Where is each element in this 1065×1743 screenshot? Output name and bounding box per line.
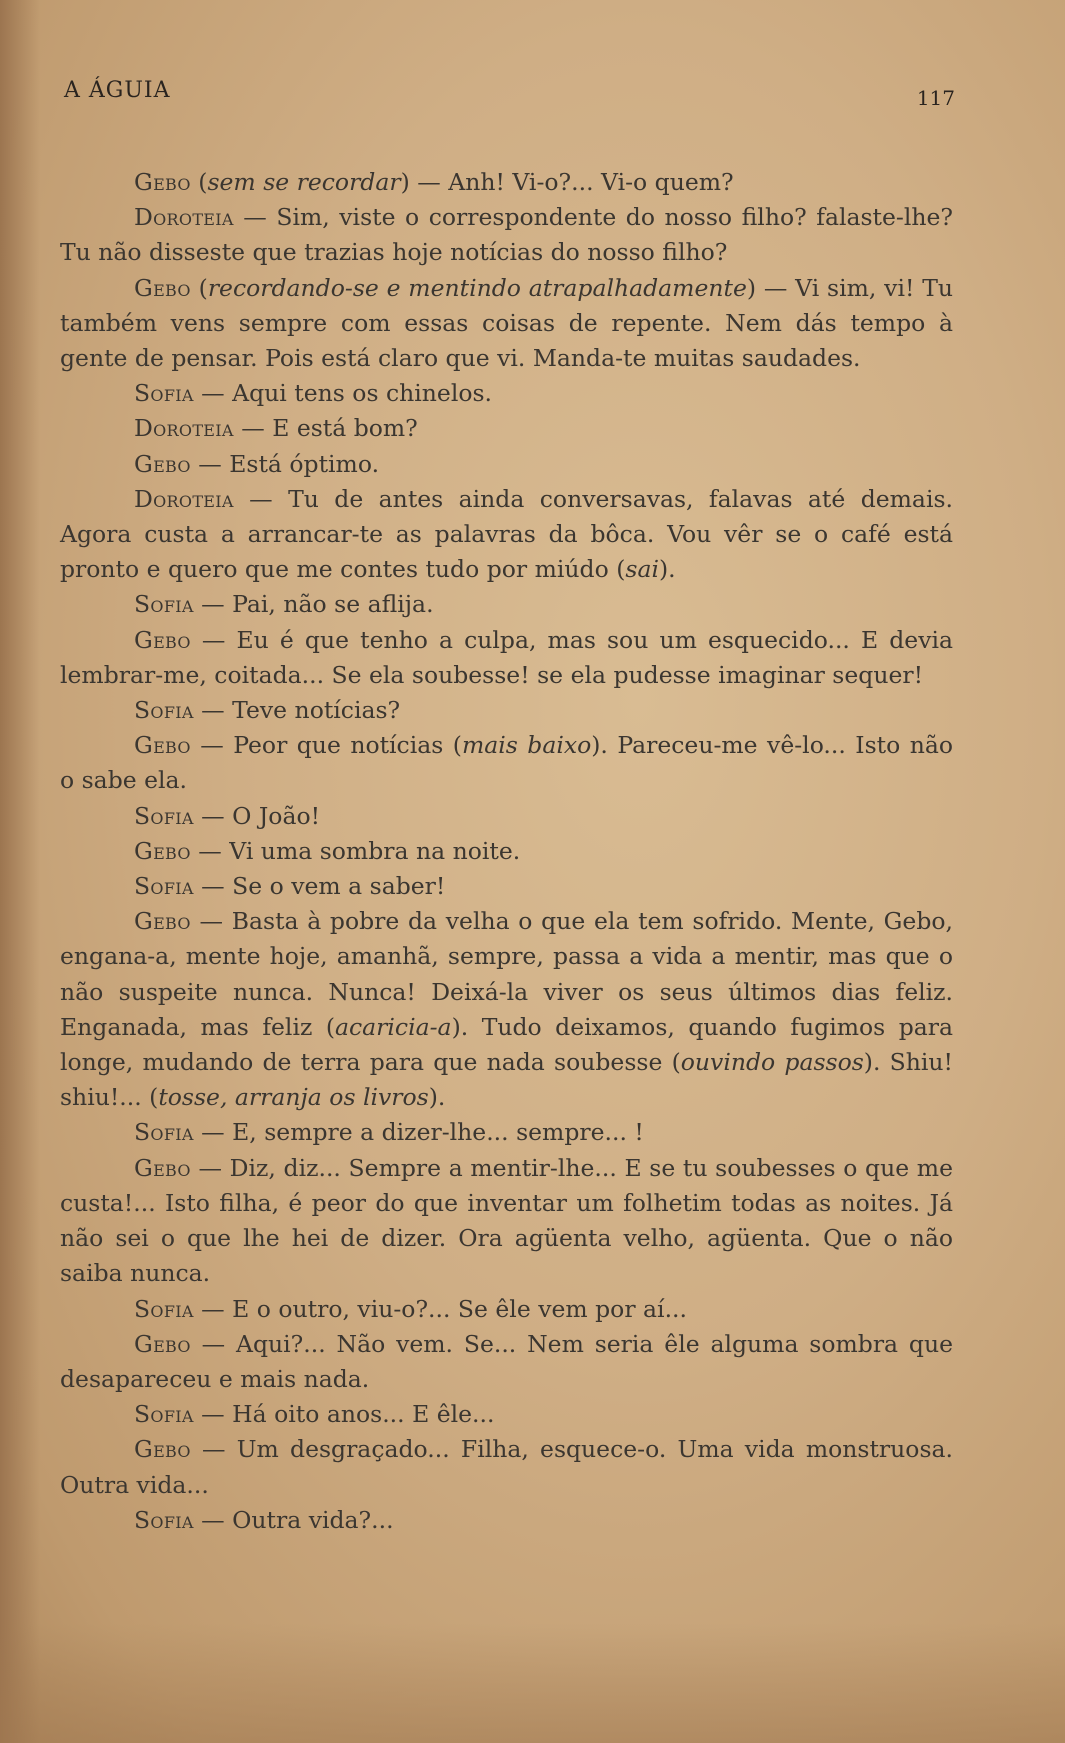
speaker-name: Gebo: [134, 1329, 191, 1358]
speaker-name: Doroteia: [134, 484, 234, 513]
dialogue-text: ) — Vi sim, vi! Tu também vens sempre com essas coisas de repente. Nem dás tempo à gente de pensar. Pois está claro que vi. Manda-te muitas saudades.: [60, 273, 954, 373]
speaker-name: Gebo: [134, 1153, 191, 1182]
dialogue-paragraph: [60, 904, 953, 1115]
dialogue-paragraph: [60, 799, 953, 834]
speaker-name: Sofia: [134, 1505, 194, 1534]
dialogue-text: — Sim, viste o correspondente do nosso filho? falaste-lhe? Tu não disseste que trazias hoje notícias do nosso filho?: [60, 203, 953, 267]
dialogue-paragraph: [60, 1292, 953, 1327]
stage-direction: acaricia-a: [335, 1012, 452, 1041]
dialogue-text: — Há oito anos... E êle...: [193, 1400, 495, 1429]
dialogue-paragraph: [60, 869, 953, 904]
dialogue-text: — E, sempre a dizer-lhe... sempre... !: [193, 1118, 644, 1147]
running-header: [64, 78, 955, 108]
dialogue-text: — Eu é que tenho a culpa, mas sou um esquecido... E devia lembrar-me, coitada... Se ela soubesse! se ela pudesse imaginar sequer!: [60, 625, 953, 689]
dialogue-text: ) — Anh! Vi-o?... Vi-o quem?: [400, 168, 734, 196]
dialogue-text: — Tu de antes ainda conversavas, falavas até demais. Agora custa a arrancar-te as palavras da bôca. Vou vêr se o café está pronto e quero que me contes tudo por miúdo (: [60, 484, 953, 584]
dialogue-text: — O João!: [193, 801, 321, 830]
dialogue-text: — Um desgraçado... Filha, esquece-o. Uma vida monstruosa. Outra vida...: [60, 1435, 953, 1499]
dialogue-paragraph: [60, 411, 953, 446]
dialogue-text: — Teve notícias?: [193, 696, 401, 725]
dialogue-text: ). Pareceu-me vê-lo... Isto não o sabe ela.: [60, 731, 953, 795]
speaker-name: Doroteia: [134, 414, 234, 443]
speaker-name: Gebo: [134, 836, 191, 865]
speaker-name: Gebo: [134, 731, 191, 760]
dialogue-paragraph: [60, 623, 953, 693]
dialogue-text: — Aqui tens os chinelos.: [193, 379, 493, 408]
stage-direction: sai: [625, 555, 659, 584]
dialogue-text: — E está bom?: [233, 414, 418, 443]
dialogue-paragraph: [60, 1115, 953, 1150]
stage-direction: sem se recordar: [207, 168, 401, 196]
dialogue-text: — Está óptimo.: [190, 449, 380, 478]
dialogue-paragraph: [60, 376, 953, 411]
stage-direction: ouvindo passos: [680, 1048, 864, 1077]
dialogue-text: ). Shiu! shiu!... (: [60, 1048, 953, 1112]
dialogue-paragraph: [60, 834, 953, 869]
dialogue-paragraph: [60, 447, 953, 482]
dialogue-text: ).: [658, 555, 676, 584]
dialogue-paragraph: [60, 693, 953, 728]
speaker-name: Sofia: [134, 590, 194, 619]
dialogue-paragraph: [60, 200, 953, 270]
dialogue-text: — Diz, diz... Sempre a mentir-lhe... E se tu soubesses o que me custa!... Isto filha, é peor do que inventar um folhetim todas as noites. Já não sei o que lhe hei de dizer. Ora agüenta velho, agüenta. Que o não saiba nunca.: [60, 1153, 953, 1288]
speaker-name: Sofia: [134, 1118, 194, 1147]
dialogue-paragraph: [60, 1397, 953, 1432]
dialogue-paragraph: [60, 482, 953, 588]
dialogue-paragraph: [60, 1327, 953, 1397]
dialogue-paragraph: [60, 1432, 953, 1502]
dialogue-text: (: [190, 168, 208, 196]
page-number: 117: [916, 86, 955, 110]
speaker-name: Doroteia: [134, 203, 234, 232]
dialogue-paragraph: [60, 1151, 953, 1292]
speaker-name: Gebo: [134, 449, 191, 478]
stage-direction: recordando-se e mentindo atrapalhadamente: [207, 273, 747, 302]
dialogue-text: — Outra vida?...: [193, 1505, 394, 1534]
speaker-name: Sofia: [134, 872, 194, 901]
journal-title: A ÁGUIA: [64, 78, 171, 103]
dialogue-text: ). Tudo deixamos, quando fugimos para longe, mudando de terra para que nada soubesse (: [60, 1012, 953, 1077]
dialogue-paragraph: [60, 165, 953, 200]
speaker-name: Gebo: [134, 168, 191, 196]
dialogue-text: ).: [428, 1083, 446, 1112]
stage-direction: tosse, arranja os livros: [158, 1083, 429, 1112]
stage-direction: mais baixo: [461, 731, 592, 760]
speaker-name: Gebo: [134, 273, 191, 302]
speaker-name: Sofia: [134, 1294, 194, 1323]
dialogue-text: — Se o vem a saber!: [193, 872, 446, 901]
dialogue-text: — Basta à pobre da velha o que ela tem sofrido. Mente, Gebo, engana-a, mente hoje, amanhã, sempre, passa a vida a mentir, mas que o não suspeite nunca. Nunca! Deixá-la viver os seus últimos dias feliz. Enganada, mas feliz (: [60, 907, 953, 1041]
dialogue-text: — Vi uma sombra na noite.: [190, 836, 521, 865]
play-dialogue: [60, 165, 953, 1538]
dialogue-paragraph: [60, 728, 953, 798]
dialogue-text: (: [190, 273, 208, 302]
speaker-name: Sofia: [134, 379, 194, 408]
speaker-name: Sofia: [134, 696, 194, 725]
speaker-name: Gebo: [134, 907, 191, 936]
speaker-name: Gebo: [134, 1435, 191, 1464]
speaker-name: Gebo: [134, 625, 191, 654]
dialogue-text: — E o outro, viu-o?... Se êle vem por aí...: [193, 1294, 687, 1323]
speaker-name: Sofia: [134, 801, 194, 830]
dialogue-paragraph: [60, 1503, 953, 1538]
dialogue-paragraph: [60, 271, 953, 377]
dialogue-paragraph: [60, 587, 953, 622]
dialogue-text: — Aqui?... Não vem. Se... Nem seria êle alguma sombra que desapareceu e mais nada.: [60, 1329, 953, 1393]
dialogue-text: — Pai, não se aflija.: [193, 590, 434, 619]
speaker-name: Sofia: [134, 1400, 194, 1429]
dialogue-text: — Peor que notícias (: [190, 731, 462, 760]
